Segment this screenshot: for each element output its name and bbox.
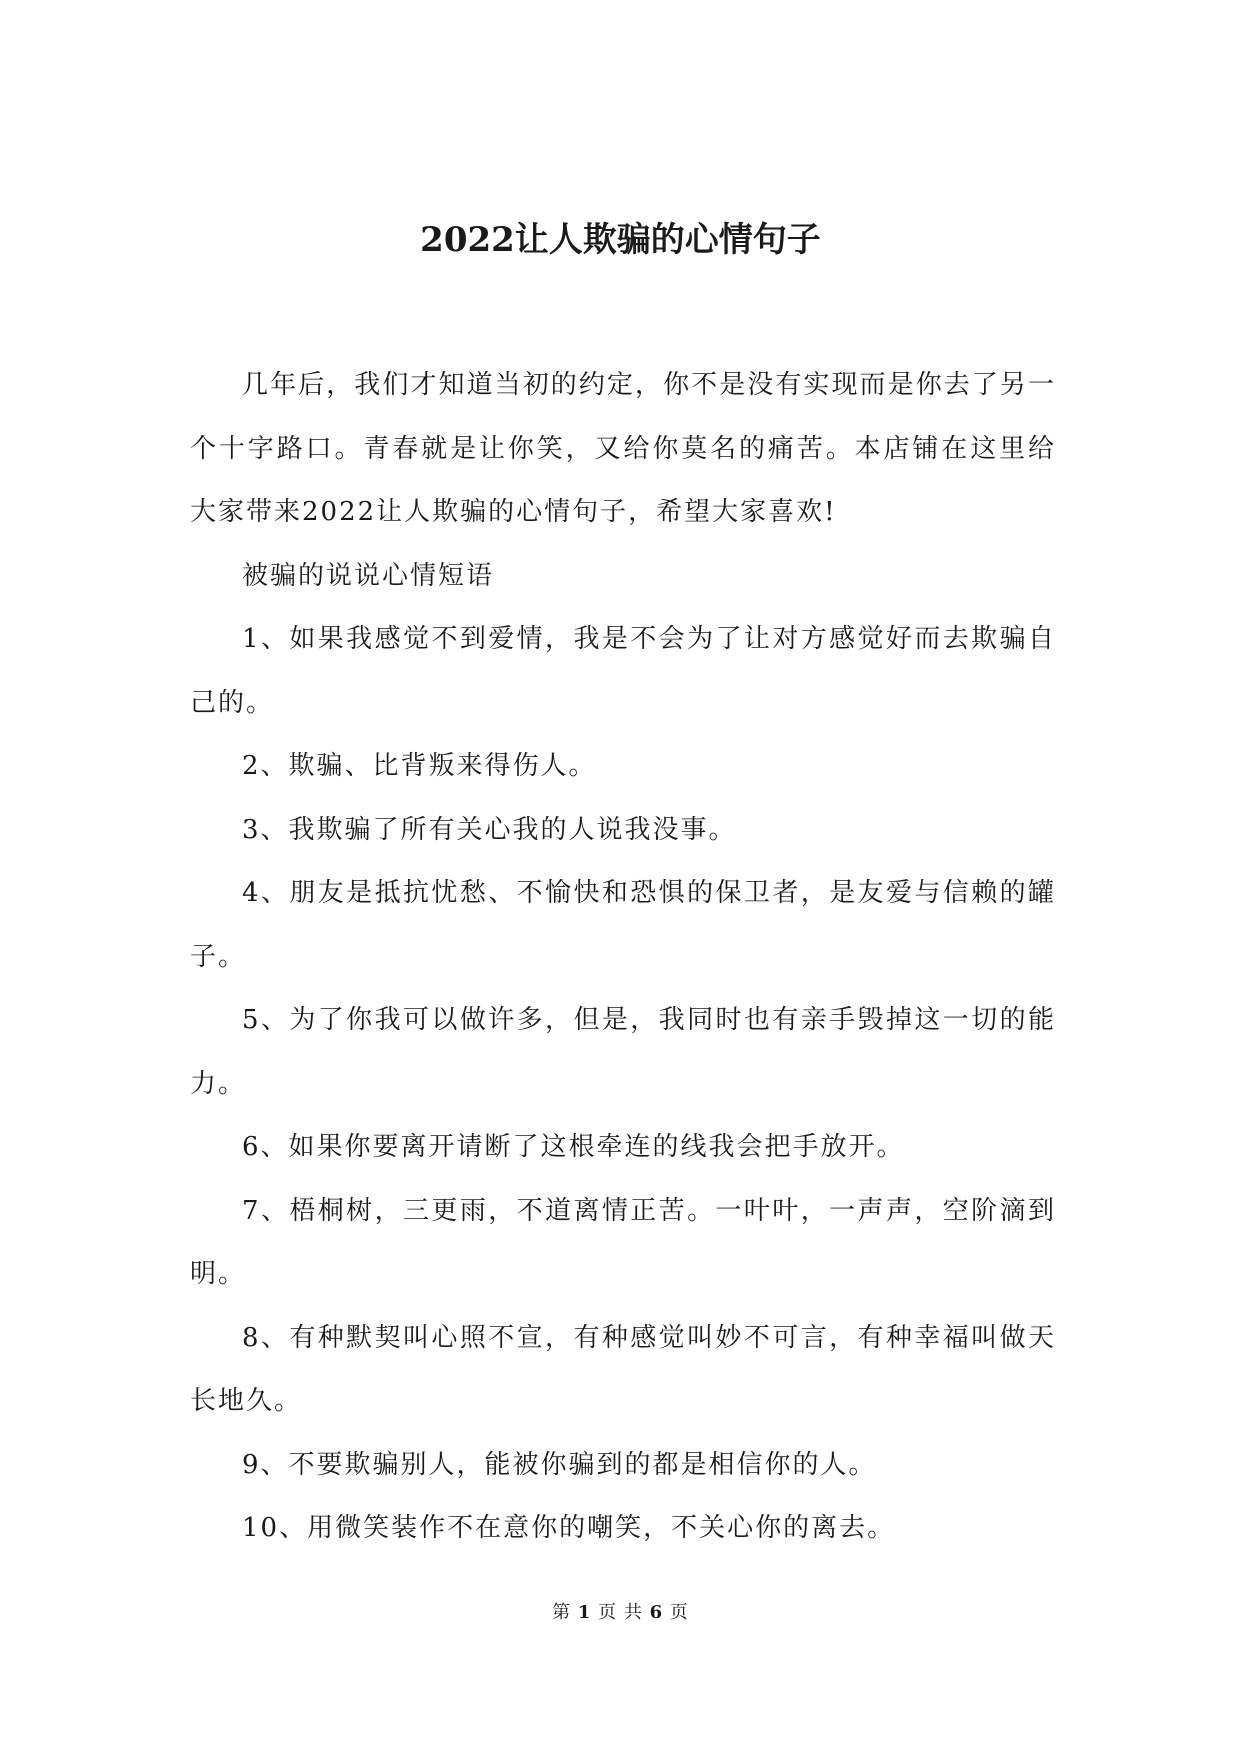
document-body	[190, 354, 1056, 1561]
list-item: 8、有种默契叫心照不宣，有种感觉叫妙不可言，有种幸福叫做天长地久。	[190, 1322, 1056, 1416]
section-heading: 被骗的说说心情短语	[242, 560, 495, 591]
list-item: 1、如果我感觉不到爱情，我是不会为了让对方感觉好而去欺骗自己的。	[190, 624, 1056, 718]
intro-paragraph: 几年后，我们才知道当初的约定，你不是没有实现而是你去了另一个十字路口。青春就是让你笑，又给你莫名的痛苦。本店铺在这里给大家带来2022让人欺骗的心情句子，希望大家喜欢!	[190, 370, 1056, 527]
list-item: 9、不要欺骗别人，能被你骗到的都是相信你的人。	[242, 1449, 877, 1480]
footer-prefix: 第	[552, 1602, 572, 1623]
list-item: 4、朋友是抵抗忧愁、不愉快和恐惧的保卫者，是友爱与信赖的罐子。	[190, 878, 1056, 972]
list-item: 10、用微笑装作不在意你的嘲笑，不关心你的离去。	[242, 1513, 896, 1543]
list-item: 6、如果你要离开请断了这根牵连的线我会把手放开。	[242, 1132, 905, 1162]
footer-suffix: 页	[669, 1602, 689, 1623]
current-page-number: 1	[577, 1602, 592, 1623]
list-item: 3、我欺骗了所有关心我的人说我没事。	[242, 814, 737, 845]
list-item: 2、欺骗、比背叛来得伤人。	[242, 751, 597, 781]
footer-middle: 页 共	[598, 1602, 643, 1623]
list-item: 5、为了你我可以做许多，但是，我同时也有亲手毁掉这一切的能力。	[190, 1005, 1056, 1099]
page-footer	[0, 1602, 1241, 1624]
list-item: 7、梧桐树，三更雨，不道离情正苦。一叶叶，一声声，空阶滴到明。	[190, 1195, 1056, 1289]
total-pages-number: 6	[649, 1602, 664, 1623]
document-title: 2022让人欺骗的心情句子	[420, 220, 821, 260]
